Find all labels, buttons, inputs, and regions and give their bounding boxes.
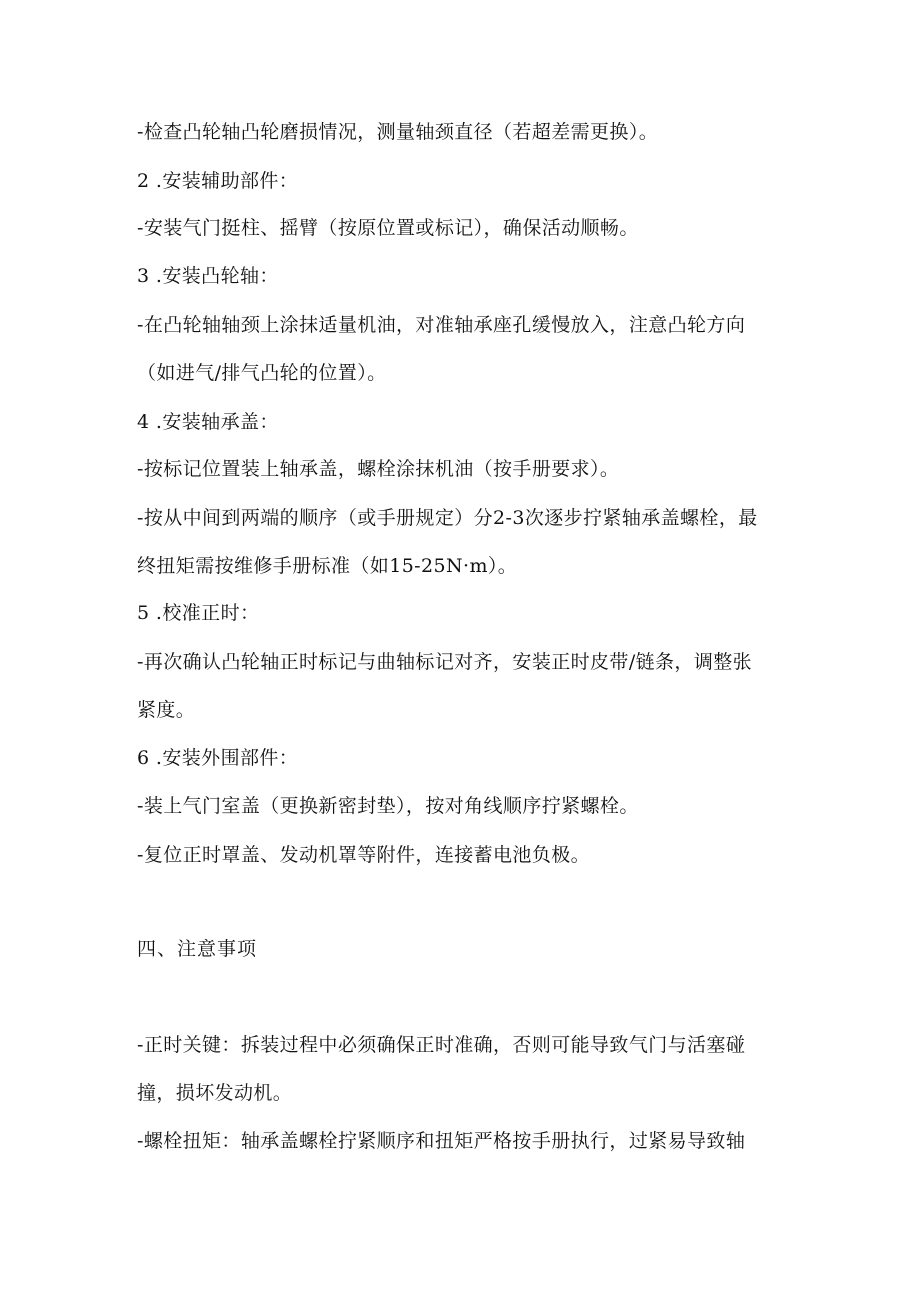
- text-line: 紧度。: [137, 699, 196, 721]
- text-line: 终扭矩需按维修手册标准（如15-25N·m）。: [137, 555, 518, 577]
- section-heading: 四、注意事项: [137, 938, 258, 960]
- step-heading: 2 .安装辅助部件：: [137, 170, 299, 192]
- text-line: （如进气/排气凸轮的位置）。: [137, 362, 387, 384]
- text-line: -正时关键：拆装过程中必须确保正时准确，否则可能导致气门与活塞碰: [137, 1034, 746, 1056]
- text-line: 撞，损坏发动机。: [137, 1082, 293, 1104]
- text-line: -检查凸轮轴凸轮磨损情况，测量轴颈直径（若超差需更换）。: [137, 121, 659, 143]
- text-line: -按标记位置装上轴承盖，螺栓涂抹机油（按手册要求）。: [137, 458, 620, 480]
- text-line: -再次确认凸轮轴正时标记与曲轴标记对齐，安装正时皮带/链条，调整张: [137, 651, 753, 673]
- step-heading: 4 .安装轴承盖：: [137, 411, 279, 433]
- step-heading: 5 .校准正时：: [137, 602, 260, 624]
- text-line: -按从中间到两端的顺序（或手册规定）分2-3次逐步拧紧轴承盖螺栓，最: [137, 507, 758, 529]
- text-line: -螺栓扭矩：轴承盖螺栓拧紧顺序和扭矩严格按手册执行，过紧易导致轴: [137, 1130, 746, 1152]
- text-line: -在凸轮轴轴颈上涂抹适量机油，对准轴承座孔缓慢放入，注意凸轮方向: [137, 314, 746, 336]
- text-line: -安装气门挺柱、摇臂（按原位置或标记），确保活动顺畅。: [137, 217, 639, 239]
- text-line: -装上气门室盖（更换新密封垫），按对角线顺序拧紧螺栓。: [137, 795, 639, 817]
- step-heading: 6 .安装外围部件：: [137, 747, 299, 769]
- text-line: -复位正时罩盖、发动机罩等附件，连接蓄电池负极。: [137, 844, 591, 866]
- step-heading: 3 .安装凸轮轴：: [137, 265, 279, 287]
